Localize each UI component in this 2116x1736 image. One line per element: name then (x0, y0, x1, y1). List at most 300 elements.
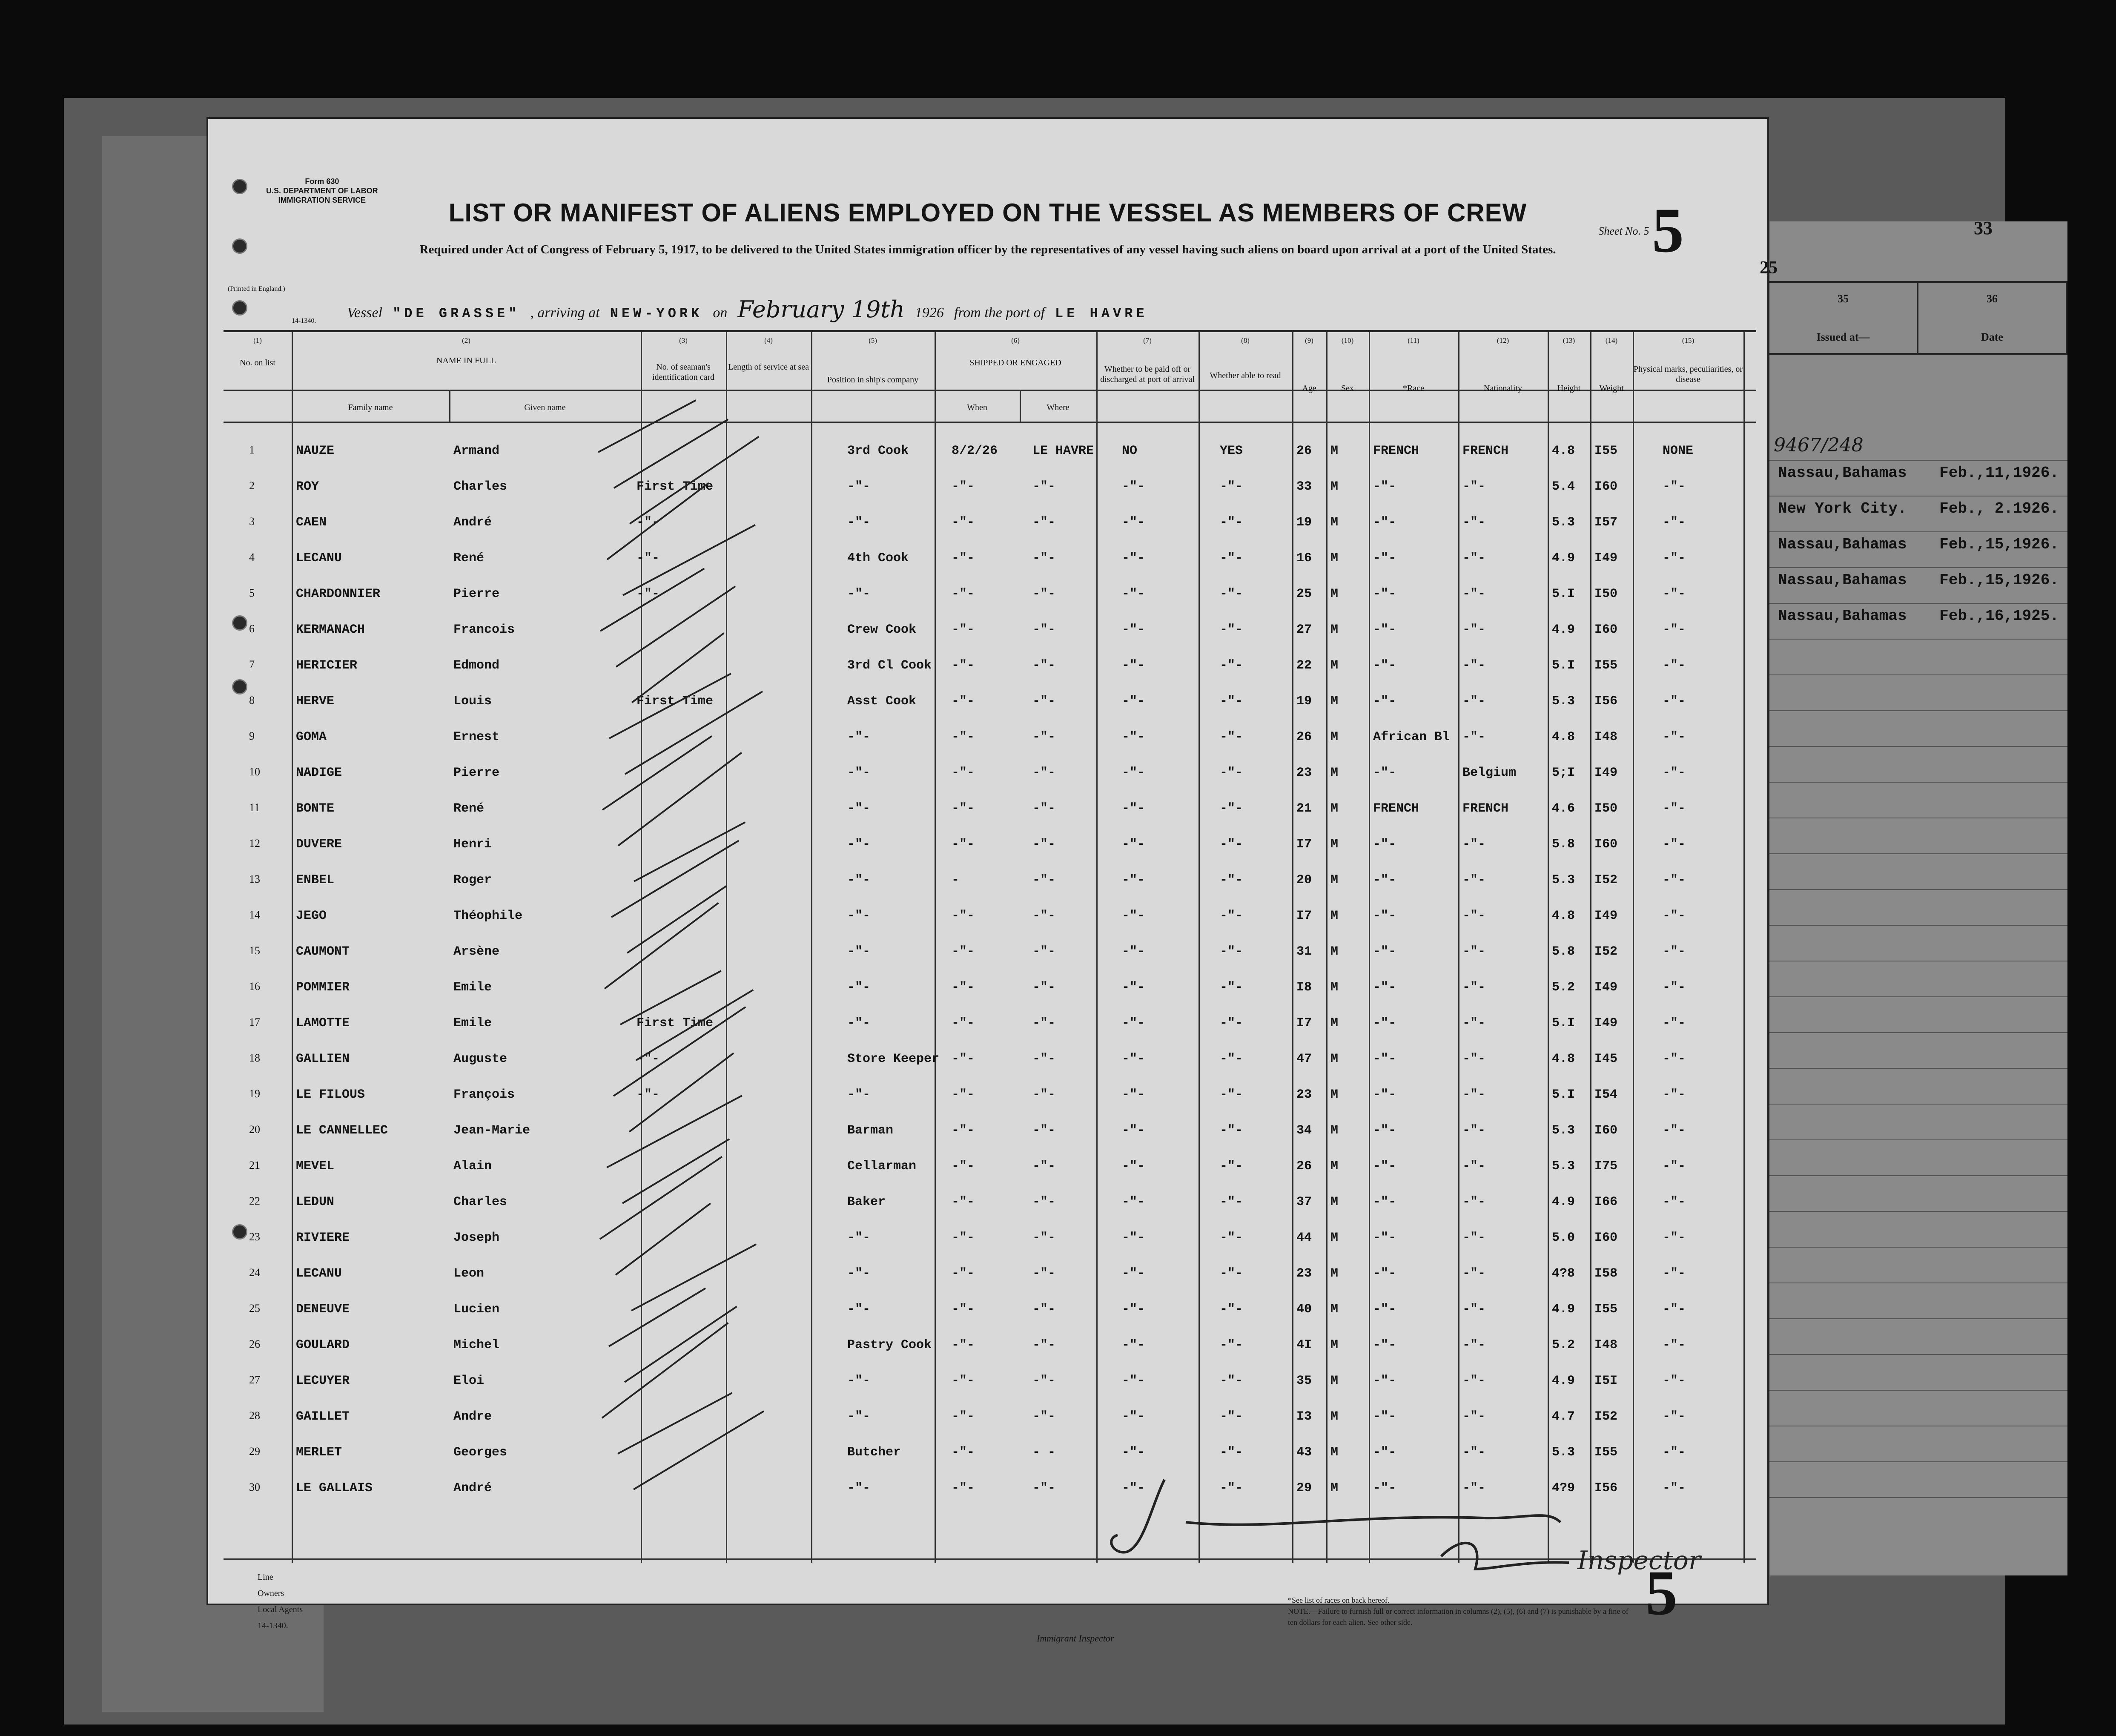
cell-sex: M (1330, 766, 1339, 780)
cell-position: 3rd Cook (847, 444, 909, 458)
cell-height: 4.6 (1552, 801, 1575, 816)
punch-hole (232, 238, 247, 254)
adjacent-rule (1769, 603, 2067, 604)
table-row (224, 899, 1756, 935)
cell-where: -"- (1032, 909, 1056, 923)
column-number-3: (3) (679, 336, 688, 344)
header-nationality: Nationality (1484, 384, 1522, 393)
issued-at-cell: New York City. (1778, 500, 1907, 517)
cell-paid: NO (1122, 444, 1138, 458)
cell-paid: -"- (1122, 1159, 1145, 1174)
cell-marks: -"- (1663, 1266, 1686, 1281)
issued-at-cell: Nassau,Bahamas (1778, 464, 1907, 482)
cell-position: -"- (847, 587, 871, 601)
cell-given: Francois (453, 623, 515, 637)
cell-race: -"- (1373, 837, 1396, 852)
cell-read: -"- (1220, 479, 1243, 494)
cell-given: Henri (453, 837, 492, 852)
cell-weight: I50 (1594, 801, 1618, 816)
immigrant-inspector-label: Immigrant Inspector (1037, 1633, 1114, 1644)
cell-position: -"- (847, 944, 871, 959)
cell-no: 10 (249, 766, 260, 778)
cell-where: -"- (1032, 1088, 1056, 1102)
cell-race: -"- (1373, 658, 1396, 673)
cell-race: -"- (1373, 1481, 1396, 1495)
cell-given: Armand (453, 444, 500, 458)
cell-where: -"- (1032, 1338, 1056, 1352)
header-when: When (967, 403, 987, 412)
table-row (224, 720, 1756, 756)
header-id-card: No. of seaman's identification card (652, 362, 715, 382)
cell-where: -"- (1032, 551, 1056, 565)
cell-no: 28 (249, 1409, 260, 1422)
adjacent-row (1778, 536, 2059, 553)
cell-family: LE FILOUS (296, 1088, 365, 1102)
table-row (224, 649, 1756, 685)
column-number-13: (13) (1563, 336, 1575, 344)
arrival-date: February 19th (737, 296, 905, 323)
punch-hole (232, 179, 247, 194)
cell-paid: -"- (1122, 623, 1145, 637)
cell-family: GOULARD (296, 1338, 350, 1352)
cell-given: Jean-Marie (453, 1123, 530, 1138)
cell-when: -"- (952, 1374, 975, 1388)
adjacent-rule (1769, 996, 2067, 997)
cell-given: Andre (453, 1409, 492, 1424)
cell-given: Edmond (453, 658, 500, 673)
table-row (224, 1078, 1756, 1114)
cell-where: -"- (1032, 1302, 1056, 1317)
punch-hole (232, 300, 247, 316)
cell-race: -"- (1373, 1016, 1396, 1030)
cell-sex: M (1330, 444, 1339, 458)
cell-nat: -"- (1462, 1266, 1486, 1281)
cell-race: -"- (1373, 873, 1396, 887)
cell-when: -"- (952, 1052, 975, 1066)
adjacent-row (1778, 571, 2059, 589)
cell-no: 5 (249, 587, 255, 599)
cell-marks: -"- (1663, 694, 1686, 709)
adjacent-rule (1769, 889, 2067, 890)
cell-family: CAUMONT (296, 944, 350, 959)
cell-sex: M (1330, 551, 1339, 565)
column-number-7: (7) (1143, 336, 1152, 344)
cell-nat: -"- (1462, 837, 1486, 852)
cell-nat: -"- (1462, 1445, 1486, 1460)
cell-marks: NONE (1663, 444, 1694, 458)
cell-when: -"- (952, 515, 975, 530)
cell-read: -"- (1220, 1123, 1243, 1138)
cell-when: -"- (952, 1016, 975, 1030)
table-row (224, 1221, 1756, 1257)
cell-when: -"- (952, 1088, 975, 1102)
cell-nat: -"- (1462, 479, 1486, 494)
cell-paid: -"- (1122, 658, 1145, 673)
cell-family: LEDUN (296, 1195, 335, 1209)
cell-nat: -"- (1462, 873, 1486, 887)
cell-age: 16 (1296, 551, 1312, 565)
issued-at-cell: Nassau,Bahamas (1778, 536, 1907, 553)
cell-height: 4.8 (1552, 1052, 1575, 1066)
cell-race: -"- (1373, 551, 1396, 565)
table-row (224, 506, 1756, 542)
adjacent-row (1778, 464, 2059, 482)
cell-marks: -"- (1663, 873, 1686, 887)
cell-weight: I57 (1594, 515, 1618, 530)
adjacent-rule (1769, 925, 2067, 926)
cell-sex: M (1330, 980, 1339, 995)
cell-sex: M (1330, 1338, 1339, 1352)
cell-weight: I48 (1594, 1338, 1618, 1352)
cell-weight: I55 (1594, 1445, 1618, 1460)
cell-read: -"- (1220, 909, 1243, 923)
cell-given: Alain (453, 1159, 492, 1174)
cell-marks: -"- (1663, 837, 1686, 852)
cell-nat: -"- (1462, 1374, 1486, 1388)
cell-where: -"- (1032, 730, 1056, 744)
cell-height: 5.2 (1552, 980, 1575, 995)
cell-when: -"- (952, 479, 975, 494)
date-cell: Feb.,11,1926. (1939, 464, 2059, 482)
header-name: NAME IN FULL (436, 356, 496, 365)
cell-sex: M (1330, 1159, 1339, 1174)
cell-read: -"- (1220, 1266, 1243, 1281)
cell-weight: I45 (1594, 1052, 1618, 1066)
cell-position: -"- (847, 766, 871, 780)
header-service: Length of service at sea (728, 362, 809, 372)
cell-sex: M (1330, 515, 1339, 530)
adjacent-row (1778, 607, 2059, 625)
cell-paid: -"- (1122, 766, 1145, 780)
cell-position: -"- (847, 980, 871, 995)
cell-given: Louis (453, 694, 492, 709)
cell-position: -"- (847, 801, 871, 816)
cell-read: -"- (1220, 1338, 1243, 1352)
cell-race: -"- (1373, 479, 1396, 494)
adjacent-rule (1769, 1354, 2067, 1355)
cell-height: 5.3 (1552, 873, 1575, 887)
cell-card: -"- (637, 1052, 660, 1066)
cell-weight: I50 (1594, 587, 1618, 601)
cell-race: -"- (1373, 766, 1396, 780)
cell-no: 2 (249, 479, 255, 492)
table-row (224, 971, 1756, 1007)
cell-race: -"- (1373, 623, 1396, 637)
cell-marks: -"- (1663, 1374, 1686, 1388)
cell-height: 4.9 (1552, 623, 1575, 637)
departure-port: LE HAVRE (1055, 306, 1148, 321)
cell-position: -"- (847, 730, 871, 744)
column-number-1: (1) (253, 336, 262, 344)
cell-no: 4 (249, 551, 255, 563)
cell-family: MEVEL (296, 1159, 335, 1174)
cell-no: 19 (249, 1088, 260, 1100)
cell-paid: -"- (1122, 1088, 1145, 1102)
cell-read: -"- (1220, 1409, 1243, 1424)
table-row (224, 1007, 1756, 1042)
cell-where: -"- (1032, 587, 1056, 601)
cell-nat: -"- (1462, 551, 1486, 565)
cell-sex: M (1330, 837, 1339, 852)
cell-where: -"- (1032, 1195, 1056, 1209)
header-paid-off: Whether to be paid off or discharged at port of arrival (1100, 364, 1195, 384)
cell-when: -"- (952, 1159, 975, 1174)
column-number-5: (5) (869, 336, 877, 344)
cell-height: 4?9 (1552, 1481, 1575, 1495)
cell-paid: -"- (1122, 1481, 1145, 1495)
cell-marks: -"- (1663, 801, 1686, 816)
table-row (224, 1185, 1756, 1221)
cell-age: 4I (1296, 1338, 1312, 1352)
cell-paid: -"- (1122, 1195, 1145, 1209)
cell-card: First Time (637, 694, 714, 709)
cell-paid: -"- (1122, 1123, 1145, 1138)
table-row (224, 935, 1756, 971)
cell-height: 5.3 (1552, 515, 1575, 530)
cell-weight: I55 (1594, 658, 1618, 673)
cell-position: 4th Cook (847, 551, 909, 565)
cell-paid: -"- (1122, 873, 1145, 887)
cell-marks: -"- (1663, 1088, 1686, 1102)
adjacent-rule (1769, 1139, 2067, 1140)
column-number-4: (4) (764, 336, 773, 344)
cell-weight: I58 (1594, 1266, 1618, 1281)
cell-paid: -"- (1122, 694, 1145, 709)
cell-race: -"- (1373, 1159, 1396, 1174)
cell-position: -"- (847, 1088, 871, 1102)
cell-sex: M (1330, 1016, 1339, 1030)
cell-given: René (453, 801, 485, 816)
cell-age: 26 (1296, 444, 1312, 458)
cell-age: I7 (1296, 1016, 1312, 1030)
cell-position: Cellarman (847, 1159, 917, 1174)
adjacent-rule (1769, 1104, 2067, 1105)
cell-no: 1 (249, 444, 255, 456)
column-number-9: (9) (1305, 336, 1313, 344)
cell-read: -"- (1220, 1374, 1243, 1388)
adjacent-page-annotation: 9467/248 (1774, 434, 1864, 456)
cell-weight: I49 (1594, 909, 1618, 923)
table-row (224, 864, 1756, 899)
cell-nat: -"- (1462, 1159, 1486, 1174)
cell-read: -"- (1220, 1016, 1243, 1030)
cell-read: -"- (1220, 1159, 1243, 1174)
cell-race: -"- (1373, 1302, 1396, 1317)
cell-given: André (453, 1481, 492, 1495)
cell-sex: M (1330, 1088, 1339, 1102)
cell-weight: I52 (1594, 944, 1618, 959)
cell-given: André (453, 515, 492, 530)
cell-sex: M (1330, 873, 1339, 887)
cell-nat: -"- (1462, 623, 1486, 637)
cell-given: René (453, 551, 485, 565)
cell-age: 43 (1296, 1445, 1312, 1460)
cell-given: Pierre (453, 766, 500, 780)
adjacent-rule (1769, 674, 2067, 675)
cell-nat: -"- (1462, 1481, 1486, 1495)
cell-marks: -"- (1663, 909, 1686, 923)
cell-paid: -"- (1122, 551, 1145, 565)
cell-weight: I55 (1594, 444, 1618, 458)
cell-height: 5.I (1552, 1088, 1575, 1102)
cell-height: 4.9 (1552, 1374, 1575, 1388)
cell-weight: I49 (1594, 980, 1618, 995)
cell-weight: I49 (1594, 551, 1618, 565)
cell-nat: -"- (1462, 1016, 1486, 1030)
cell-when: -"- (952, 944, 975, 959)
adjacent-page-header (1769, 281, 2067, 355)
table-row (224, 1364, 1756, 1400)
cell-where: -"- (1032, 944, 1056, 959)
cell-given: François (453, 1088, 515, 1102)
cell-marks: -"- (1663, 1338, 1686, 1352)
cell-race: -"- (1373, 1338, 1396, 1352)
cell-marks: -"- (1663, 1016, 1686, 1030)
cell-family: HERVE (296, 694, 335, 709)
cell-height: 5.0 (1552, 1231, 1575, 1245)
cell-no: 17 (249, 1016, 260, 1028)
date-cell: Feb.,16,1925. (1939, 607, 2059, 625)
cell-when: -"- (952, 1231, 975, 1245)
cell-nat: -"- (1462, 730, 1486, 744)
cell-age: 34 (1296, 1123, 1312, 1138)
cell-family: CHARDONNIER (296, 587, 381, 601)
cell-family: NADIGE (296, 766, 342, 780)
cell-when: -"- (952, 1481, 975, 1495)
table-row (224, 434, 1756, 470)
cell-race: -"- (1373, 587, 1396, 601)
cell-sex: M (1330, 658, 1339, 673)
arrival-port: NEW-YORK (610, 306, 703, 321)
cell-age: 26 (1296, 1159, 1312, 1174)
cell-age: 26 (1296, 730, 1312, 744)
cell-when: -"- (952, 980, 975, 995)
cell-marks: -"- (1663, 944, 1686, 959)
cell-family: MERLET (296, 1445, 342, 1460)
cell-where: -"- (1032, 837, 1056, 852)
cell-read: -"- (1220, 515, 1243, 530)
cell-age: 23 (1296, 1266, 1312, 1281)
cell-read: -"- (1220, 980, 1243, 995)
cell-sex: M (1330, 1302, 1339, 1317)
cell-position: Asst Cook (847, 694, 917, 709)
cell-weight: I60 (1594, 1123, 1618, 1138)
cell-race: -"- (1373, 980, 1396, 995)
cell-no: 20 (249, 1123, 260, 1136)
adjacent-rule (1769, 1211, 2067, 1212)
page-title: LIST OR MANIFEST OF ALIENS EMPLOYED ON THE VESSEL AS MEMBERS OF CREW (448, 198, 1527, 227)
header-no: No. on list (240, 358, 275, 367)
cell-sex: M (1330, 1481, 1339, 1495)
cell-weight: I60 (1594, 837, 1618, 852)
cell-height: 4.9 (1552, 1302, 1575, 1317)
adjacent-rule (1769, 1068, 2067, 1069)
cell-height: 5;I (1552, 766, 1575, 780)
cell-family: RIVIERE (296, 1231, 350, 1245)
adjacent-page (1767, 218, 2067, 1575)
cell-nat: -"- (1462, 587, 1486, 601)
cell-position: -"- (847, 1266, 871, 1281)
cell-family: GAILLET (296, 1409, 350, 1424)
cell-read: -"- (1220, 1481, 1243, 1495)
cell-no: 25 (249, 1302, 260, 1314)
cell-read: -"- (1220, 694, 1243, 709)
cell-where: -"- (1032, 623, 1056, 637)
cell-marks: -"- (1663, 623, 1686, 637)
cell-weight: I52 (1594, 1409, 1618, 1424)
cell-where: -"- (1032, 1481, 1056, 1495)
cell-height: 4.7 (1552, 1409, 1575, 1424)
cell-where: - - (1032, 1445, 1056, 1460)
cell-paid: -"- (1122, 1409, 1145, 1424)
cell-race: -"- (1373, 1445, 1396, 1460)
cell-given: Arsène (453, 944, 500, 959)
cell-age: I8 (1296, 980, 1312, 995)
cell-paid: -"- (1122, 587, 1145, 601)
cell-where: -"- (1032, 515, 1056, 530)
cell-nat: -"- (1462, 658, 1486, 673)
cell-where: -"- (1032, 766, 1056, 780)
cell-nat: -"- (1462, 1123, 1486, 1138)
cell-age: 25 (1296, 587, 1312, 601)
cell-where: -"- (1032, 1052, 1056, 1066)
cell-where: -"- (1032, 1409, 1056, 1424)
cell-race: -"- (1373, 1123, 1396, 1138)
cell-no: 11 (249, 801, 260, 814)
table-row (224, 1329, 1756, 1364)
cell-paid: -"- (1122, 1374, 1145, 1388)
cell-age: I7 (1296, 909, 1312, 923)
cell-read: -"- (1220, 944, 1243, 959)
cell-sex: M (1330, 1231, 1339, 1245)
cell-weight: I56 (1594, 1481, 1618, 1495)
table-row (224, 1400, 1756, 1436)
cell-where: -"- (1032, 1123, 1056, 1138)
table-row (224, 1257, 1756, 1293)
cell-card: First Time (637, 1016, 714, 1030)
cell-where: -"- (1032, 1374, 1056, 1388)
sheet-number: Sheet No. 5 5 (1598, 195, 1684, 266)
form-code: 14-1340. (292, 317, 316, 324)
cell-marks: -"- (1663, 1195, 1686, 1209)
adjacent-rule (1769, 1175, 2067, 1176)
cell-when: -"- (952, 658, 975, 673)
cell-family: NAUZE (296, 444, 335, 458)
header-read: Whether able to read (1210, 371, 1281, 380)
cell-height: 4.9 (1552, 1195, 1575, 1209)
cell-family: JEGO (296, 909, 327, 923)
header-shipped: SHIPPED OR ENGAGED (969, 358, 1061, 367)
cell-read: -"- (1220, 623, 1243, 637)
table-row (224, 1114, 1756, 1150)
cell-height: 5.8 (1552, 944, 1575, 959)
cell-when: -"- (952, 801, 975, 816)
cell-nat: -"- (1462, 980, 1486, 995)
sheet-number-bottom: 5 (1646, 1558, 1677, 1628)
inspector-signature (1101, 1471, 1701, 1582)
cell-card: -"- (637, 1088, 660, 1102)
cell-given: Emile (453, 1016, 492, 1030)
header-where: Where (1047, 403, 1069, 412)
cell-race: African Bl (1373, 730, 1450, 744)
cell-family: GALLIEN (296, 1052, 350, 1066)
cell-paid: -"- (1122, 837, 1145, 852)
cell-no: 6 (249, 623, 255, 635)
cell-family: ROY (296, 479, 319, 494)
cell-paid: -"- (1122, 1266, 1145, 1281)
cell-when: - (952, 873, 960, 887)
cell-no: 30 (249, 1481, 260, 1493)
